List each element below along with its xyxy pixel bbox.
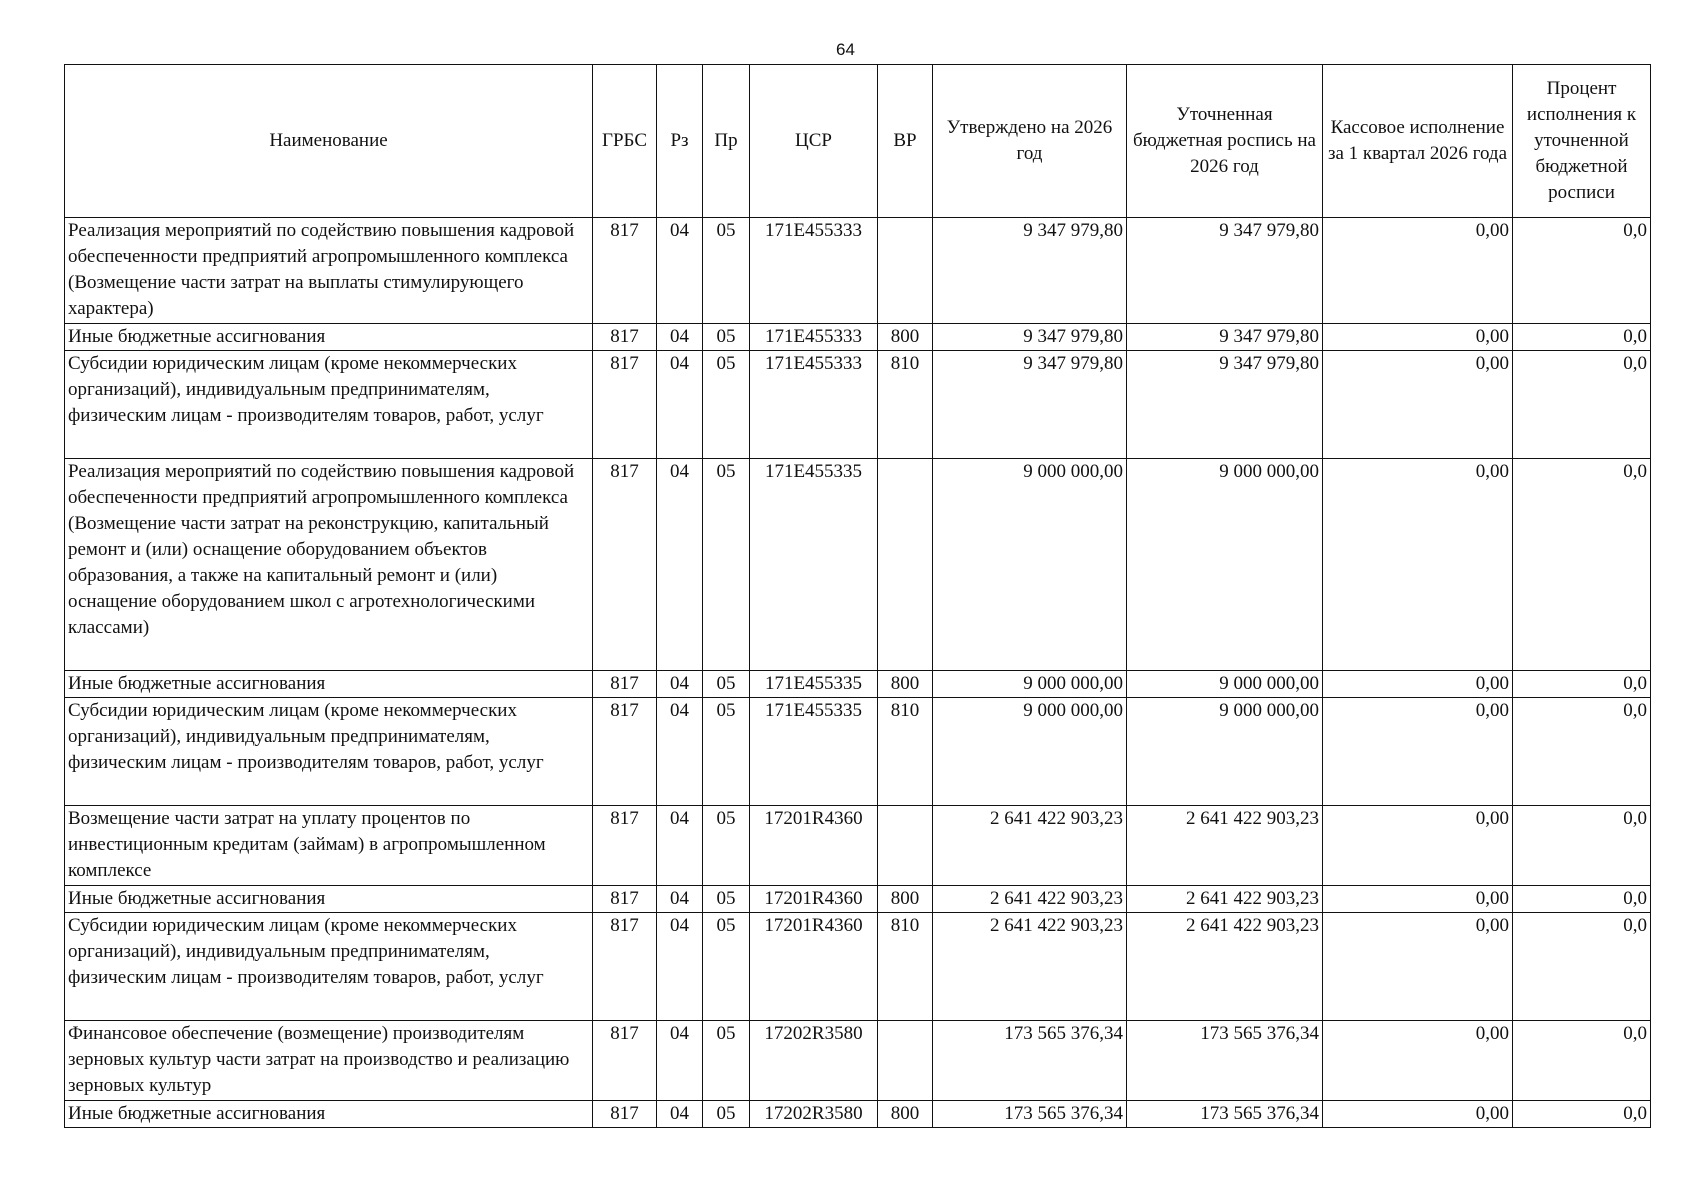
row-name-cell: Иные бюджетные ассигнования	[65, 1101, 593, 1128]
percent-cell: 0,0	[1513, 886, 1651, 913]
vr-cell	[878, 459, 933, 671]
pr-cell: 05	[703, 913, 750, 1021]
vr-cell	[878, 218, 933, 324]
pr-cell: 05	[703, 324, 750, 351]
pr-cell: 05	[703, 351, 750, 459]
vr-cell: 800	[878, 1101, 933, 1128]
approved-amount-cell: 9 347 979,80	[933, 218, 1127, 324]
percent-cell: 0,0	[1513, 459, 1651, 671]
approved-amount-cell: 173 565 376,34	[933, 1101, 1127, 1128]
table-header-row	[65, 65, 1651, 218]
cash-execution-cell: 0,00	[1323, 913, 1513, 1021]
refined-amount-cell: 2 641 422 903,23	[1127, 806, 1323, 886]
csr-cell: 17201R4360	[750, 913, 878, 1021]
pr-cell: 05	[703, 806, 750, 886]
csr-cell: 17202R3580	[750, 1101, 878, 1128]
row-name-cell: Субсидии юридическим лицам (кроме некоммерческих организаций), индивидуальным предпринимателям, физическим лицам - производителям товаров, работ, услуг	[65, 698, 593, 806]
rz-cell: 04	[657, 1021, 703, 1101]
pr-cell: 05	[703, 459, 750, 671]
row-name-cell: Реализация мероприятий по содействию повышения кадровой обеспеченности предприятий агропромышленного комплекса (Возмещение части затрат на реконструкцию, капитальный ремонт и (или) оснащение оборудованием объектов образования, а также на капитальный ремонт и (или) оснащение оборудованием школ с агротехнологическими классами)	[65, 459, 593, 671]
cash-execution-cell: 0,00	[1323, 1021, 1513, 1101]
percent-cell: 0,0	[1513, 351, 1651, 459]
vr-cell: 810	[878, 351, 933, 459]
rz-cell: 04	[657, 886, 703, 913]
table-row	[65, 1021, 1651, 1101]
budget-execution-table	[64, 64, 1651, 1128]
grbs-cell: 817	[593, 218, 657, 324]
refined-amount-cell: 9 347 979,80	[1127, 218, 1323, 324]
csr-cell: 171E455333	[750, 324, 878, 351]
header-rz: Рз	[657, 65, 703, 218]
cash-execution-cell: 0,00	[1323, 1101, 1513, 1128]
table-row	[65, 913, 1651, 1021]
refined-amount-cell: 9 347 979,80	[1127, 324, 1323, 351]
refined-amount-cell: 173 565 376,34	[1127, 1021, 1323, 1101]
vr-cell	[878, 1021, 933, 1101]
header-pr: Пр	[703, 65, 750, 218]
refined-amount-cell: 9 000 000,00	[1127, 459, 1323, 671]
csr-cell: 17202R3580	[750, 1021, 878, 1101]
table-row	[65, 459, 1651, 671]
grbs-cell: 817	[593, 1021, 657, 1101]
row-name-cell: Иные бюджетные ассигнования	[65, 886, 593, 913]
approved-amount-cell: 9 347 979,80	[933, 324, 1127, 351]
header-approved: Утверждено на 2026 год	[933, 65, 1127, 218]
approved-amount-cell: 173 565 376,34	[933, 1021, 1127, 1101]
rz-cell: 04	[657, 351, 703, 459]
table-row	[65, 351, 1651, 459]
row-name-cell: Возмещение части затрат на уплату процентов по инвестиционным кредитам (займам) в агропромышленном комплексе	[65, 806, 593, 886]
csr-cell: 171E455333	[750, 351, 878, 459]
refined-amount-cell: 9 347 979,80	[1127, 351, 1323, 459]
grbs-cell: 817	[593, 698, 657, 806]
pr-cell: 05	[703, 671, 750, 698]
table-row	[65, 886, 1651, 913]
rz-cell: 04	[657, 459, 703, 671]
refined-amount-cell: 2 641 422 903,23	[1127, 886, 1323, 913]
percent-cell: 0,0	[1513, 671, 1651, 698]
refined-amount-cell: 9 000 000,00	[1127, 671, 1323, 698]
row-name-cell: Иные бюджетные ассигнования	[65, 671, 593, 698]
pr-cell: 05	[703, 1021, 750, 1101]
approved-amount-cell: 9 000 000,00	[933, 459, 1127, 671]
row-name-cell: Субсидии юридическим лицам (кроме некоммерческих организаций), индивидуальным предпринимателям, физическим лицам - производителям товаров, работ, услуг	[65, 913, 593, 1021]
row-name-cell: Иные бюджетные ассигнования	[65, 324, 593, 351]
rz-cell: 04	[657, 324, 703, 351]
approved-amount-cell: 9 347 979,80	[933, 351, 1127, 459]
header-csr: ЦСР	[750, 65, 878, 218]
table-row	[65, 218, 1651, 324]
pr-cell: 05	[703, 886, 750, 913]
grbs-cell: 817	[593, 459, 657, 671]
refined-amount-cell: 2 641 422 903,23	[1127, 913, 1323, 1021]
approved-amount-cell: 2 641 422 903,23	[933, 806, 1127, 886]
approved-amount-cell: 2 641 422 903,23	[933, 913, 1127, 1021]
header-cash: Кассовое исполнение за 1 квартал 2026 года	[1323, 65, 1513, 218]
cash-execution-cell: 0,00	[1323, 671, 1513, 698]
grbs-cell: 817	[593, 671, 657, 698]
header-name: Наименование	[65, 65, 593, 218]
grbs-cell: 817	[593, 324, 657, 351]
row-name-cell: Субсидии юридическим лицам (кроме некоммерческих организаций), индивидуальным предпринимателям, физическим лицам - производителям товаров, работ, услуг	[65, 351, 593, 459]
rz-cell: 04	[657, 698, 703, 806]
grbs-cell: 817	[593, 1101, 657, 1128]
grbs-cell: 817	[593, 351, 657, 459]
vr-cell: 810	[878, 698, 933, 806]
cash-execution-cell: 0,00	[1323, 324, 1513, 351]
table-row	[65, 806, 1651, 886]
row-name-cell: Финансовое обеспечение (возмещение) производителям зерновых культур части затрат на производство и реализацию зерновых культур	[65, 1021, 593, 1101]
vr-cell: 800	[878, 886, 933, 913]
percent-cell: 0,0	[1513, 324, 1651, 351]
csr-cell: 17201R4360	[750, 886, 878, 913]
csr-cell: 171E455333	[750, 218, 878, 324]
rz-cell: 04	[657, 218, 703, 324]
percent-cell: 0,0	[1513, 698, 1651, 806]
cash-execution-cell: 0,00	[1323, 886, 1513, 913]
pr-cell: 05	[703, 1101, 750, 1128]
table-row	[65, 1101, 1651, 1128]
header-refined: Уточненная бюджетная роспись на 2026 год	[1127, 65, 1323, 218]
approved-amount-cell: 9 000 000,00	[933, 698, 1127, 806]
header-grbs: ГРБС	[593, 65, 657, 218]
percent-cell: 0,0	[1513, 806, 1651, 886]
refined-amount-cell: 9 000 000,00	[1127, 698, 1323, 806]
percent-cell: 0,0	[1513, 1021, 1651, 1101]
grbs-cell: 817	[593, 806, 657, 886]
grbs-cell: 817	[593, 886, 657, 913]
vr-cell: 810	[878, 913, 933, 1021]
cash-execution-cell: 0,00	[1323, 351, 1513, 459]
rz-cell: 04	[657, 913, 703, 1021]
approved-amount-cell: 2 641 422 903,23	[933, 886, 1127, 913]
approved-amount-cell: 9 000 000,00	[933, 671, 1127, 698]
table-row	[65, 698, 1651, 806]
rz-cell: 04	[657, 671, 703, 698]
vr-cell	[878, 806, 933, 886]
cash-execution-cell: 0,00	[1323, 218, 1513, 324]
percent-cell: 0,0	[1513, 218, 1651, 324]
rz-cell: 04	[657, 1101, 703, 1128]
table-row	[65, 671, 1651, 698]
percent-cell: 0,0	[1513, 1101, 1651, 1128]
row-name-cell: Реализация мероприятий по содействию повышения кадровой обеспеченности предприятий агропромышленного комплекса (Возмещение части затрат на выплаты стимулирующего характера)	[65, 218, 593, 324]
grbs-cell: 817	[593, 913, 657, 1021]
percent-cell: 0,0	[1513, 913, 1651, 1021]
cash-execution-cell: 0,00	[1323, 698, 1513, 806]
header-percent: Процент исполнения к уточненной бюджетной росписи	[1513, 65, 1651, 218]
cash-execution-cell: 0,00	[1323, 459, 1513, 671]
csr-cell: 171E455335	[750, 459, 878, 671]
csr-cell: 17201R4360	[750, 806, 878, 886]
vr-cell: 800	[878, 671, 933, 698]
table-row	[65, 324, 1651, 351]
pr-cell: 05	[703, 218, 750, 324]
cash-execution-cell: 0,00	[1323, 806, 1513, 886]
refined-amount-cell: 173 565 376,34	[1127, 1101, 1323, 1128]
rz-cell: 04	[657, 806, 703, 886]
page-number: 64	[836, 40, 855, 59]
vr-cell: 800	[878, 324, 933, 351]
header-vr: ВР	[878, 65, 933, 218]
pr-cell: 05	[703, 698, 750, 806]
csr-cell: 171E455335	[750, 671, 878, 698]
csr-cell: 171E455335	[750, 698, 878, 806]
